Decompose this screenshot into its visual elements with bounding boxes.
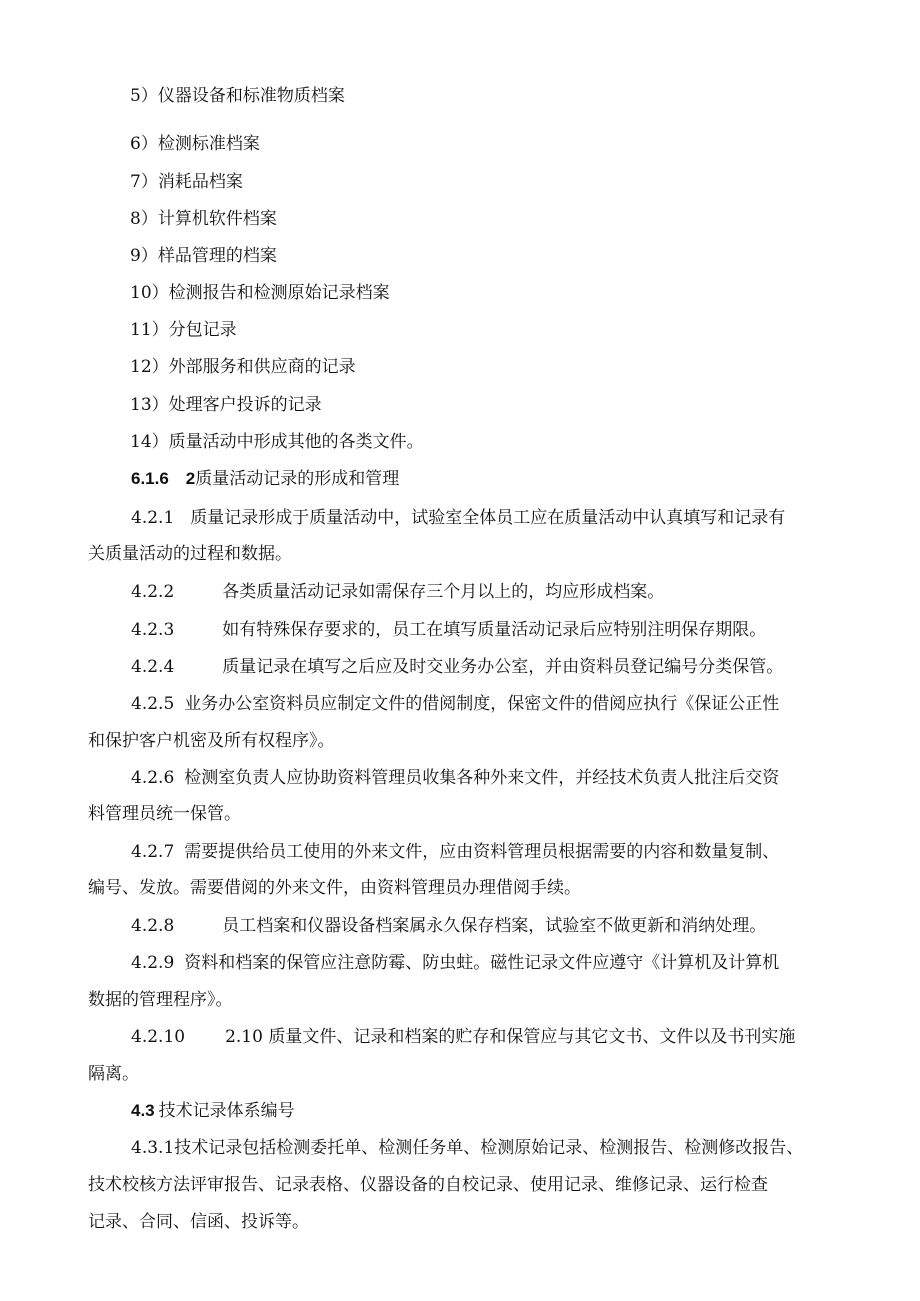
section-title: 技术记录体系编号 (158, 1101, 295, 1121)
clause-number: 4.2.9 (131, 953, 175, 973)
list-item: 12）外部服务和供应商的记录 (130, 357, 356, 377)
list-item: 5）仪器设备和标准物质档案 (130, 86, 345, 106)
paragraph-continuation: 和保护客户机密及所有权程序》。 (88, 731, 335, 751)
section-heading (131, 467, 399, 491)
list-item: 9）样品管理的档案 (130, 246, 277, 266)
list-item: 7）消耗品档案 (130, 172, 243, 192)
clause-text: 质量记录形成于质量活动中，试验室全体员工应在质量活动中认真填写和记录有 (190, 508, 786, 528)
clause-number: 4.2.3 (131, 620, 175, 640)
clause-number: 4.2.6 (131, 768, 175, 788)
clause-text: 员工档案和仪器设备档案属永久保存档案，试验室不做更新和消纳处理。 (222, 916, 767, 936)
paragraph-line (131, 618, 766, 642)
clause-number: 4.2.10 (131, 1027, 186, 1047)
paragraph-line (131, 766, 779, 790)
clause-number: 4.3.1 (131, 1138, 175, 1158)
clause-text: 质量记录在填写之后应及时交业务办公室，并由资料员登记编号分类保管。 (222, 657, 784, 677)
paragraph-line (131, 506, 785, 530)
paragraph-line (131, 914, 766, 938)
clause-text: 需要提供给员工使用的外来文件，应由资料管理员根据需要的内容和数量复制、 (184, 842, 780, 862)
clause-text: 如有特殊保存要求的，员工在填写质量活动记录后应特别注明保存期限。 (222, 620, 767, 640)
paragraph-line (131, 655, 783, 679)
list-item: 10）检测报告和检测原始记录档案 (130, 283, 390, 303)
paragraph-line (131, 1025, 795, 1049)
list-item: 14）质量活动中形成其他的各类文件。 (130, 432, 424, 452)
clause-number: 4.2.4 (131, 657, 175, 677)
clause-text: 检测室负责人应协助资料管理员收集各种外来文件，并经技术负责人批注后交资 (184, 768, 780, 788)
clause-number: 4.2.2 (131, 582, 175, 602)
section-title: 质量活动记录的形成和管理 (195, 469, 400, 489)
list-item: 13）处理客户投诉的记录 (130, 395, 322, 415)
paragraph-line (131, 840, 779, 864)
paragraph-line (131, 1136, 803, 1160)
clause-number: 4.2.5 (131, 694, 175, 714)
paragraph-line (131, 692, 779, 716)
paragraph-continuation: 关质量活动的过程和数据。 (88, 544, 292, 564)
paragraph-continuation: 技术校核方法评审报告、记录表格、仪器设备的自校记录、使用记录、维修记录、运行检查 (88, 1175, 768, 1195)
paragraph-continuation: 料管理员统一保管。 (88, 804, 241, 824)
paragraph-line (131, 951, 779, 975)
paragraph-continuation: 隔离。 (88, 1064, 139, 1084)
section-number: 6.1.6 2 (131, 469, 196, 488)
list-item: 6）检测标准档案 (130, 134, 260, 154)
section-number: 4.3 (131, 1101, 155, 1120)
clause-number: 4.2.1 (131, 508, 175, 528)
paragraph-continuation: 数据的管理程序》。 (88, 990, 233, 1010)
paragraph-continuation: 编号、发放。需要借阅的外来文件，由资料管理员办理借阅手续。 (88, 878, 581, 898)
paragraph-line (131, 580, 664, 604)
clause-text: 业务办公室资料员应制定文件的借阅制度，保密文件的借阅应执行《保证公正性 (184, 694, 780, 714)
section-heading (131, 1099, 295, 1123)
clause-text: 资料和档案的保管应注意防霉、防虫蛀。磁性记录文件应遵守《计算机及计算机 (184, 953, 780, 973)
clause-number: 4.2.8 (131, 916, 175, 936)
list-item: 11）分包记录 (130, 320, 237, 340)
clause-text: 2.10 质量文件、记录和档案的贮存和保管应与其它文书、文件以及书刊实施 (225, 1027, 796, 1047)
clause-text: 技术记录包括检测委托单、检测任务单、检测原始记录、检测报告、检测修改报告、 (174, 1138, 804, 1158)
clause-text: 各类质量活动记录如需保存三个月以上的，均应形成档案。 (222, 582, 665, 602)
list-item: 8）计算机软件档案 (130, 209, 277, 229)
clause-number: 4.2.7 (131, 842, 175, 862)
paragraph-continuation: 记录、合同、信函、投诉等。 (88, 1212, 309, 1232)
